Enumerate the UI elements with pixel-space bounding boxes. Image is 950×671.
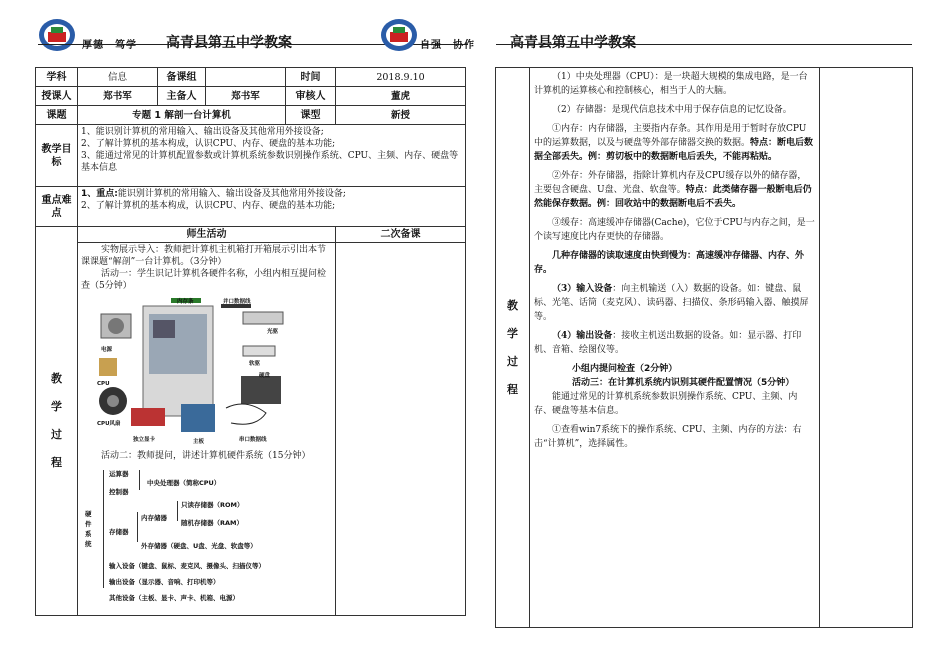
tree-ctrl: 控制器 [109, 488, 129, 496]
tree-rom: 只读存储器（ROM） [181, 501, 244, 509]
left-motto: 厚德 笃学 [82, 40, 137, 51]
objective-item: 3、能通过常见的计算机配置参数或计算机系统参数识别操作系统、CPU、主频、内存、硬盘等基本信息 [81, 151, 459, 173]
reviewer-label: 审核人 [286, 87, 336, 106]
type-label: 课型 [286, 106, 336, 125]
second-prep-content [336, 243, 466, 616]
teacher-value: 郑书军 [78, 87, 158, 106]
school-logo-icon [38, 18, 76, 52]
internal-memory-paragraph: ①内存：内存储器，主要指内存条。其作用是用于暂时存放CPU中的运算数据，以及与硬盘等外部存储器交换的数据。特点：断电后数据全部丢失。例：剪切板中的数据断电后丢失，不能再粘贴。 [534, 124, 814, 162]
tree-external: 外存储器（硬盘、U盘、光盘、软盘等） [141, 542, 257, 550]
photo-label: 软驱 [249, 361, 261, 367]
keypoint-text: 能识别计算机的常用输入、输出设备及其他常用外接设备; [117, 189, 346, 199]
right-process-label: 教 学 过 程 [496, 68, 530, 628]
activity-three-text: 活动三：在计算机系统内识别其硬件配置情况（5分钟） [572, 378, 795, 388]
objective-item: 2、了解计算机的基本构成，认识CPU、内存、硬盘的基本功能; [81, 139, 336, 149]
activity-three-desc: 能通过常见的计算机系统参数识别操作系统、CPU、主频、内存、硬盘等基本信息。 [534, 392, 798, 416]
external-memory-paragraph: ②外存：外存储器，指除计算机内存及CPU缓存以外的储存器，主要包含硬盘、U盘、光盘、软盘等。特点：此类储存器一般断电后仍然能保存数据。例：回收站中的数据断电后不丢失。 [534, 171, 812, 209]
photo-label: 电源 [101, 347, 113, 353]
photo-label: 内存条 [177, 299, 194, 305]
keypoint-bold: 1、重点: [81, 189, 118, 199]
teacher-label: 授课人 [36, 87, 78, 106]
objectives-content [78, 125, 466, 187]
photo-label: 光驱 [267, 329, 279, 335]
topic-value: 专题 1 解剖一台计算机 [78, 106, 286, 125]
activity-content [78, 243, 336, 616]
photo-label: 并口数据线 [223, 299, 251, 305]
keypoints-label: 重点难点 [36, 187, 78, 227]
speed-order-paragraph: 几种存储器的读取速度由快到慢为：高速缓冲存储器、内存、外存。 [534, 251, 805, 275]
right-header [380, 18, 910, 58]
activity-column-header: 师生活动 [78, 227, 336, 243]
left-school-title: 高青县第五中学教案 [166, 35, 292, 51]
right-process-content [530, 68, 820, 628]
right-school-title: 高青县第五中学教案 [510, 35, 636, 51]
photo-label: CPU风扇 [97, 421, 121, 427]
activity-one-text: 活动一：学生识记计算机各硬件名称，小组内相互提问检查（5分钟） [81, 269, 327, 291]
photo-label: 串口数据线 [239, 437, 267, 443]
second-prep-column-header: 二次备课 [336, 227, 466, 243]
school-logo-icon [380, 18, 418, 52]
keypoints-content [78, 187, 466, 227]
group-label: 备课组 [158, 68, 206, 87]
right-header-rule [496, 44, 912, 45]
process-continued-table [495, 67, 913, 628]
cpu-paragraph: （1）中央处理器（CPU）：是一块超大规模的集成电路，是一台计算机的运算核心和控制核心，相当于人的大脑。 [534, 72, 808, 96]
photo-label: 硬盘 [259, 373, 271, 379]
prep-label: 主备人 [158, 87, 206, 106]
input-device-paragraph: （3）输入设备：向主机输送（入）数据的设备。如：键盘、鼠标、光笔、话筒（麦克风）、读码器、扫描仪、条形码输入器、触摸屏等。 [534, 284, 809, 322]
hardware-photo [91, 296, 291, 446]
subject-label: 学科 [36, 68, 78, 87]
cache-paragraph: ③缓存：高速缓冲存储器(Cache)，它位于CPU与内存之间，是一个读写速度比内存更快的存储器。 [534, 218, 815, 242]
process-label: 教 学 过 程 [36, 227, 78, 616]
reviewer-value: 董虎 [336, 87, 466, 106]
group-value [206, 68, 286, 87]
win7-method-paragraph: ①查看win7系统下的操作系统、CPU、主频、内存的方法：右击“计算机”，选择属性。 [534, 425, 802, 449]
photo-label: 独立显卡 [133, 437, 156, 443]
photo-label: CPU [97, 381, 110, 387]
intro-text: 实物展示导入：教师把计算机主机箱打开箱展示引出本节课课题“解剖”一台计算机。（3分钟） [81, 245, 327, 267]
output-device-paragraph: （4）输出设备：接收主机送出数据的设备。如：显示器、打印机、音箱、绘图仪等。 [534, 331, 802, 355]
right-motto: 自强 协作 [420, 40, 475, 51]
tree-input: 输入设备（键盘、鼠标、麦克风、摄像头、扫描仪等） [109, 562, 265, 570]
tree-internal: 内存储器 [141, 514, 167, 522]
subject-value: 信息 [78, 68, 158, 87]
tree-storage: 存储器 [109, 528, 129, 536]
tree-output: 输出设备（显示器、音响、打印机等） [109, 578, 220, 586]
tree-cpu: 中央处理器（简称CPU） [147, 479, 221, 487]
type-value: 新授 [336, 106, 466, 125]
time-value: 2018.9.10 [336, 68, 466, 87]
right-second-prep-column [820, 68, 913, 628]
topic-label: 课题 [36, 106, 78, 125]
activity-two-text: 活动二：教师提问，讲述计算机硬件系统（15分钟） [101, 451, 311, 461]
photo-label: 主板 [193, 439, 205, 445]
hardware-tree [81, 464, 336, 614]
tree-root: 硬件系统 [85, 510, 92, 548]
prep-value: 郑书军 [206, 87, 286, 106]
tree-ram: 随机存储器（RAM） [181, 519, 244, 527]
objective-item: 1、能识别计算机的常用输入、输出设备及其他常用外接设备; [81, 127, 324, 137]
lesson-info-table [35, 67, 466, 616]
storage-paragraph: （2）存储器：是现代信息技术中用于保存信息的记忆设备。 [552, 105, 792, 115]
tree-alu: 运算器 [109, 470, 129, 478]
time-label: 时间 [286, 68, 336, 87]
tree-other: 其他设备（主板、显卡、声卡、机箱、电源） [109, 594, 239, 602]
group-check-text: 小组内提问检查（2分钟） [572, 364, 678, 374]
keypoint-item: 2、了解计算机的基本构成，认识CPU、内存、硬盘的基本功能; [81, 201, 336, 211]
objectives-label: 教学目标 [36, 125, 78, 187]
